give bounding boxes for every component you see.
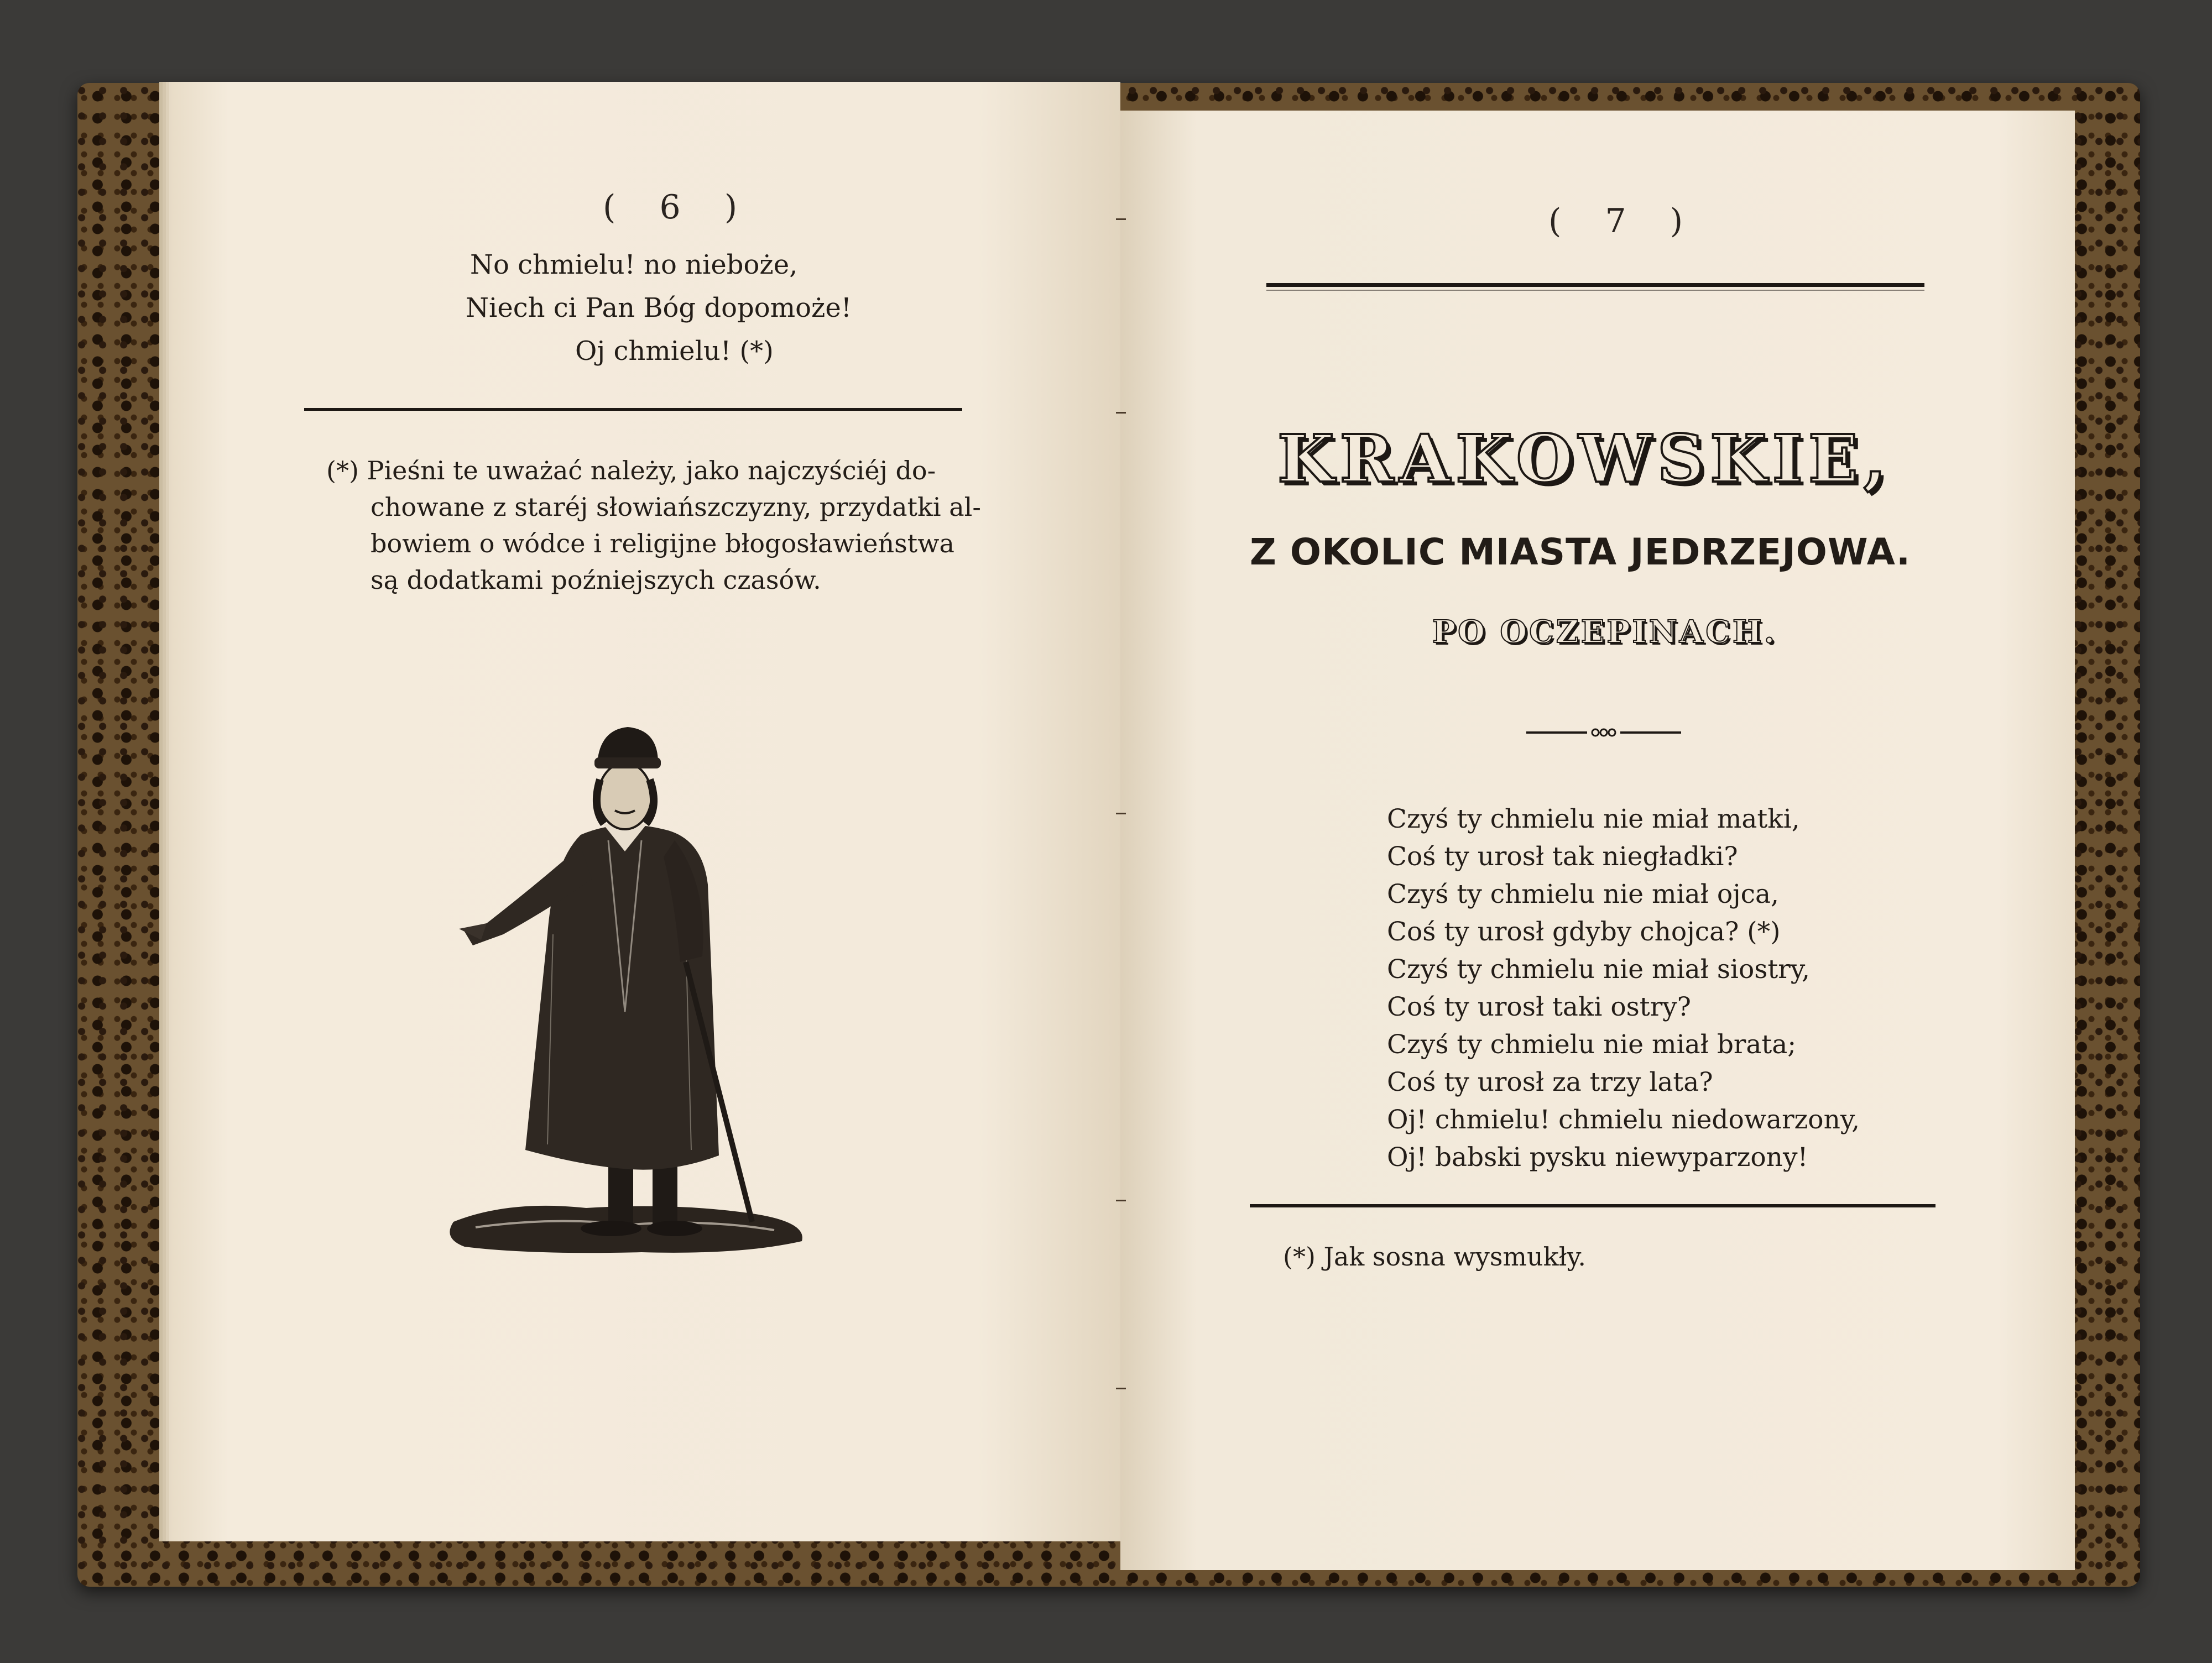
ornament-divider-icon <box>1526 724 1681 741</box>
left-verse <box>466 243 852 373</box>
right-bottom-rule <box>1250 1204 1936 1207</box>
section-subtitle-occasion: PO OCZEPINACH. <box>1432 614 1777 650</box>
stitch <box>1116 1388 1126 1389</box>
verse-line: Coś ty urosł tak niegładki? <box>1387 841 1738 872</box>
left-page-number: ( 6 ) <box>603 188 754 227</box>
right-top-rule <box>1266 283 1924 287</box>
verse-line: Coś ty urosł taki ostry? <box>1387 992 1691 1022</box>
stitch <box>1116 412 1126 414</box>
right-top-rule-thin <box>1266 290 1924 291</box>
right-footnote: (*) Jak sosna wysmukły. <box>1283 1242 1586 1272</box>
right-page-number: ( 7 ) <box>1548 202 1700 240</box>
verse-line: Oj chmielu! (*) <box>575 336 774 367</box>
footnote-line: (*) Pieśni te uważać należy, jako najczyściéj do- <box>326 456 936 485</box>
verse-line: Niech ci Pan Bóg dopomoże! <box>466 292 852 323</box>
left-footnote <box>326 452 984 598</box>
footnote-line: są dodatkami poźniejszych czasów. <box>371 565 821 595</box>
verse-line: Oj! babski pysku niewyparzony! <box>1387 1142 1808 1173</box>
verse-line: Coś ty urosł za trzy lata? <box>1387 1067 1713 1097</box>
left-divider <box>304 408 962 411</box>
verse-line: Czyś ty chmielu nie miał siostry, <box>1387 954 1810 985</box>
verse-line: Czyś ty chmielu nie miał matki, <box>1387 804 1800 834</box>
stitch <box>1116 218 1126 220</box>
engraving-man-icon <box>442 702 818 1272</box>
section-title: KRAKOWSKIE, <box>1277 420 1892 497</box>
footnote-line: chowane z staréj słowiańszczyzny, przydatki al- <box>371 492 981 522</box>
footnote-line: bowiem o wódce i religijne błogosławieństwa <box>371 529 954 558</box>
stitch <box>1116 1200 1126 1201</box>
right-verse <box>1387 801 1860 1176</box>
verse-line: No chmielu! no nieboże, <box>470 249 798 280</box>
verse-line: Czyś ty chmielu nie miał brata; <box>1387 1029 1797 1060</box>
stitch <box>1116 813 1126 814</box>
verse-line: Oj! chmielu! chmielu niedowarzony, <box>1387 1105 1860 1135</box>
verse-line: Czyś ty chmielu nie miał ojca, <box>1387 879 1779 909</box>
verse-line: Coś ty urosł gdyby chojca? (*) <box>1387 917 1781 947</box>
section-subtitle: Z OKOLIC MIASTA JEDRZEJOWA. <box>1250 531 1911 573</box>
